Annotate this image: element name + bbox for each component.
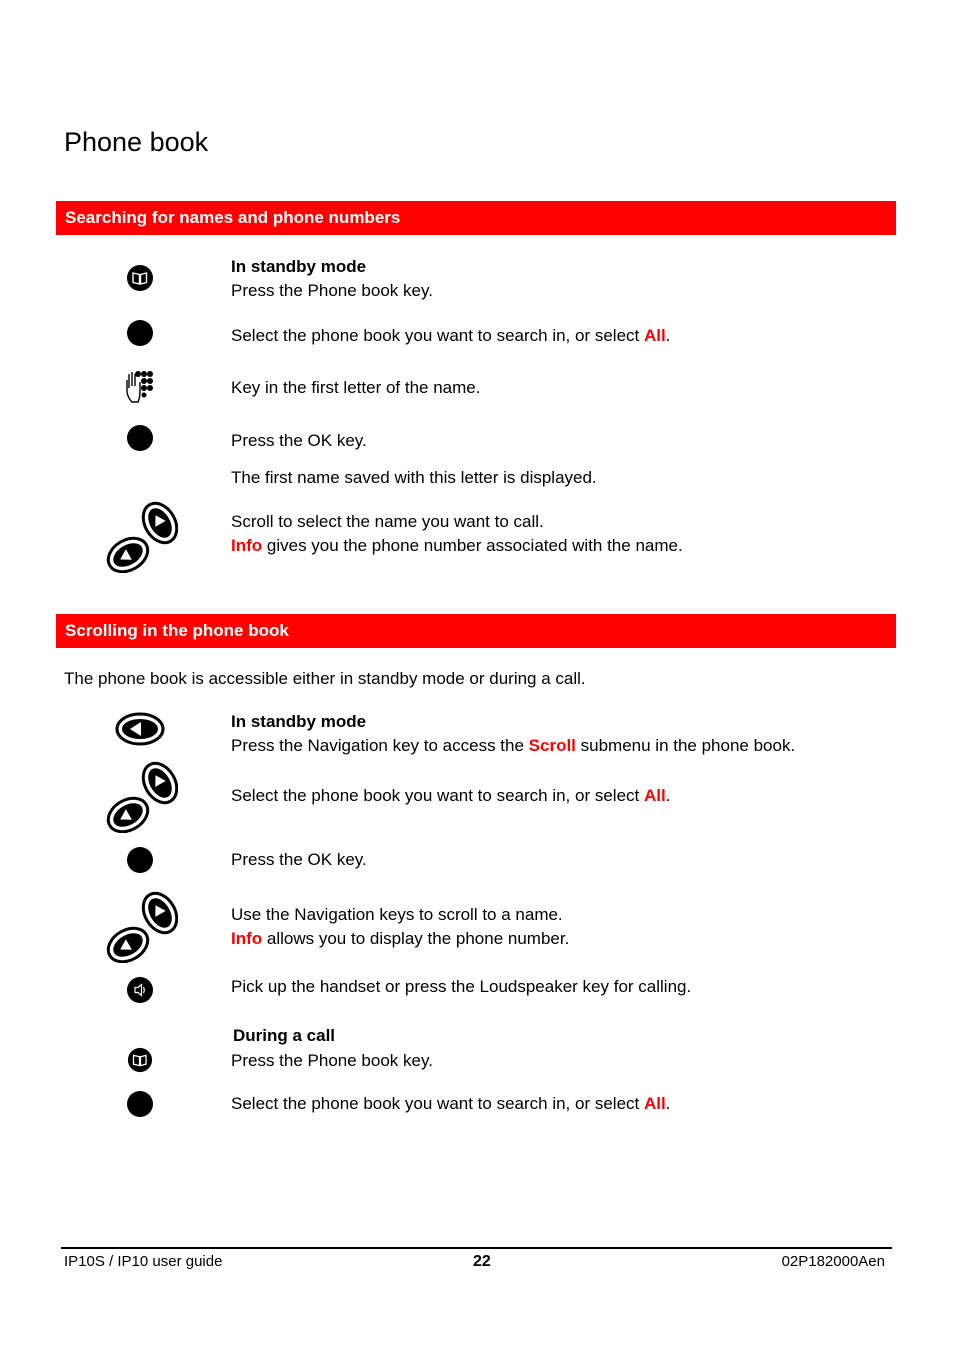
step-select-phonebook: Select the phone book you want to search in, or select All. [231, 326, 671, 345]
footer-page-number: 22 [473, 1253, 491, 1270]
keypad-icon [124, 368, 156, 406]
step-key-in-letter: Key in the first letter of the name. [231, 378, 481, 397]
step2-select-phonebook: Select the phone book you want to search in, or select All. [231, 786, 671, 805]
step-scroll-select: Scroll to select the name you want to call. Info gives you the phone number associated with the name. [231, 512, 683, 555]
step2-pickup-handset: Pick up the handset or press the Loudspeaker key for calling. [231, 977, 692, 996]
step2-press-ok: Press the OK key. [231, 850, 367, 869]
ok-key-icon [127, 847, 153, 873]
section-intro: The phone book is accessible either in standby mode or during a call. [64, 669, 586, 688]
soft-key-icon [127, 320, 153, 346]
phone-book-key-icon [127, 1047, 153, 1073]
loudspeaker-key-icon [127, 977, 153, 1003]
footer-divider [61, 1247, 892, 1249]
step-press-ok: Press the OK key. [231, 431, 367, 450]
step-first-name-displayed: The first name saved with this letter is displayed. [231, 468, 597, 487]
step2-press-phonebook: Press the Phone book key. [231, 1051, 433, 1070]
page-title: Phone book [64, 127, 209, 157]
navigation-keys-icon [104, 499, 178, 573]
section-header-searching: Searching for names and phone numbers [56, 201, 896, 235]
phone-book-key-icon [126, 264, 154, 292]
ok-key-icon [127, 425, 153, 451]
navigation-keys-icon [104, 759, 178, 833]
footer-doc-code: 02P182000Aen [781, 1253, 885, 1270]
navigation-key-icon [115, 711, 165, 747]
soft-key-icon [127, 1091, 153, 1117]
step-standby-heading: In standby mode Press the Phone book key. [231, 257, 433, 300]
footer-guide-name: IP10S / IP10 user guide [64, 1253, 223, 1270]
step2-scroll-name: Use the Navigation keys to scroll to a name. Info allows you to display the phone number. [231, 905, 570, 948]
step2-during-call-heading: During a call [233, 1026, 336, 1045]
step2-select-phonebook-call: Select the phone book you want to search in, or select All. [231, 1094, 671, 1113]
step2-standby: In standby mode Press the Navigation key to access the Scroll submenu in the phone book. [231, 712, 796, 755]
section-header-scrolling: Scrolling in the phone book [56, 614, 896, 648]
navigation-keys-icon [104, 889, 178, 963]
